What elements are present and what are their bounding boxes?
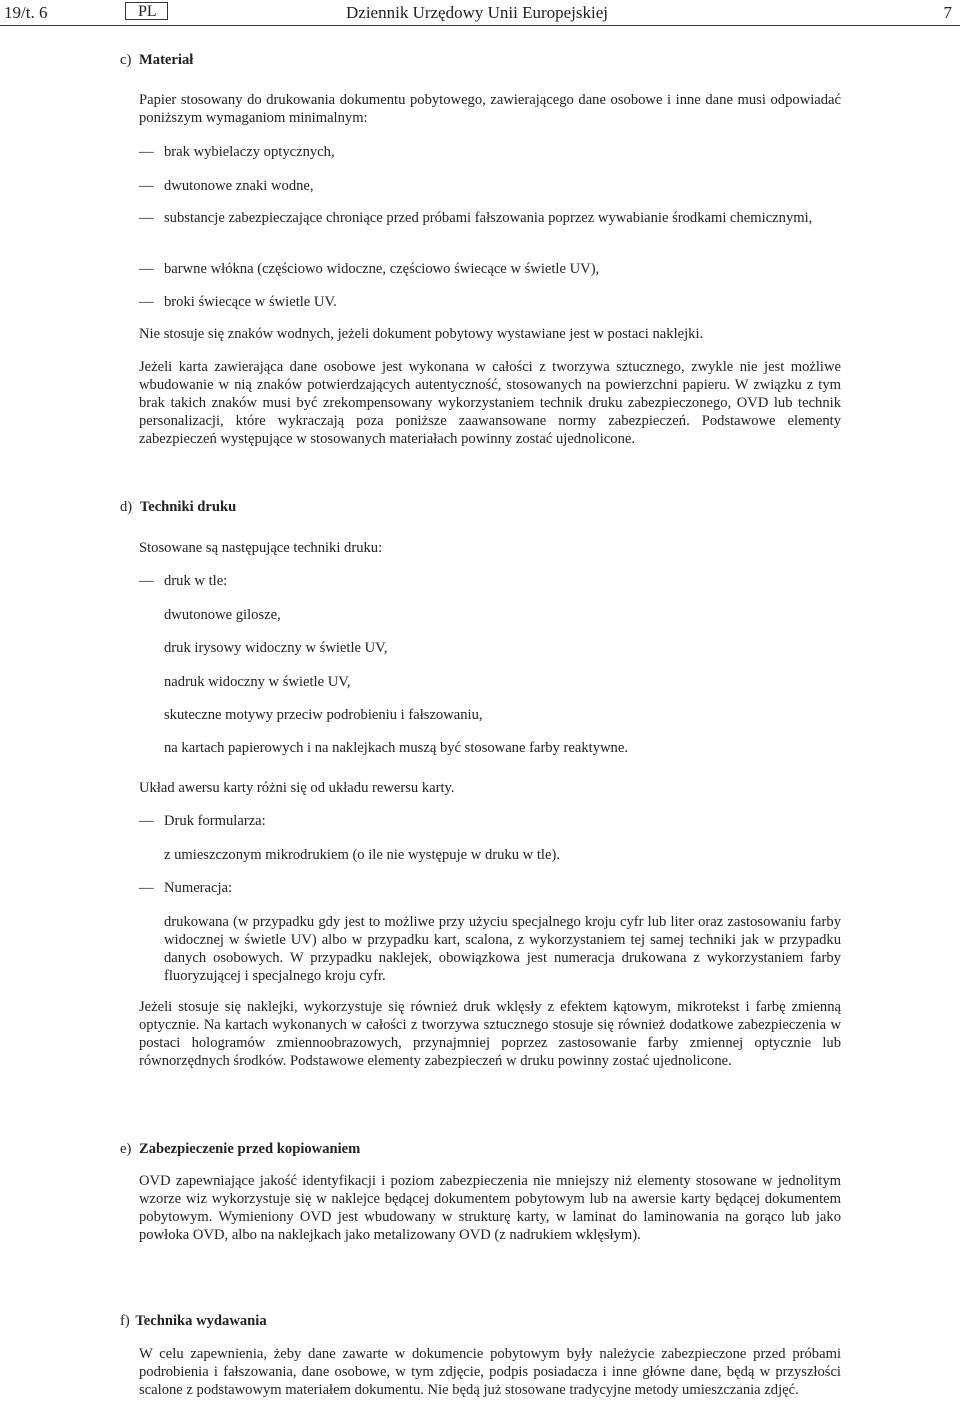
dash-marker: — (139, 813, 154, 829)
bg-label: druk w tle: (164, 573, 228, 589)
list-item: barwne włókna (częściowo widoczne, częściowo świecące w świetle UV), (164, 261, 600, 277)
form-text: z umieszczonym mikrodrukiem (o ile nie występuje w druku w tle). (164, 847, 560, 863)
list-item: dwutonowe znaki wodne, (164, 178, 314, 194)
list-item: broki świecące w świetle UV. (164, 294, 337, 310)
journal-title: Dziennik Urzędowy Unii Europejskiej (346, 3, 609, 22)
section-d-marker: d) (120, 499, 133, 515)
dash-marker: — (139, 144, 154, 160)
section-d-paragraph: Jeżeli stosuje się naklejki, wykorzystuje się również druk wklęsły z efektem kątowym, mikrotekst i farbę zmienną optycznie. Na kartach wykonanych w całości z tworzywa sztucznego stosuje się również dodatkowe zabezpieczenia w postaci hologramów zmiennoobrazowych, przynajmniej poprzez zastosowanie farby zmiennej optycznie lub równorzędnych środków. Podstawowe elementy zabezpieczeń w druku powinny zostać ujednolicone. (139, 999, 841, 1069)
list-item: brak wybielaczy optycznych, (164, 144, 335, 160)
section-c-note: Nie stosuje się znaków wodnych, jeżeli dokument pobytowy wystawiane jest w postaci naklejki. (139, 326, 704, 342)
form-label: Druk formularza: (164, 813, 266, 829)
list-item: druk irysowy widoczny w świetle UV, (164, 640, 388, 656)
section-e-paragraph: OVD zapewniające jakość identyfikacji i poziom zabezpieczenia nie mniejszy niż elementy stosowane w jednolitym wzorze wiz wykorzystuje się w naklejce będącej dokumentem pobytowym lub na awersie karty będącej dokumentem pobytowym. Wymieniony OVD jest wbudowany w strukturę karty, w laminat do laminowania na gorąco lub jako powłoka OVD, albo na naklejkach jako metalizowany OVD (z nadrukiem wklęsłym). (139, 1173, 841, 1243)
section-f-marker: f) (120, 1313, 130, 1329)
list-item: na kartach papierowych i na naklejkach muszą być stosowane farby reaktywne. (164, 740, 628, 756)
section-d-intro: Stosowane są następujące techniki druku: (139, 540, 383, 556)
section-d-heading (120, 498, 236, 516)
language-box: PL (125, 2, 168, 20)
section-d-title: Techniki druku (139, 499, 237, 515)
list-item: skuteczne motywy przeciw podrobieniu i fałszowaniu, (164, 707, 483, 723)
section-f-title: Technika wydawania (135, 1313, 267, 1329)
page-reference: 19/t. 6 (4, 3, 48, 22)
page-header (0, 0, 960, 26)
dash-marker: — (139, 178, 154, 194)
numbering-label: Numeracja: (164, 880, 233, 896)
section-e-title: Zabezpieczenie przed kopiowaniem (139, 1141, 361, 1157)
section-e-marker: e) (120, 1141, 132, 1157)
layout-note: Układ awersu karty różni się od układu rewersu karty. (139, 780, 455, 796)
dash-marker: — (139, 573, 154, 589)
section-c-title: Materiał (139, 52, 194, 68)
section-c-marker: c) (120, 52, 132, 68)
dash-marker: — (139, 880, 154, 896)
dash-marker: — (139, 261, 154, 277)
section-c-heading (120, 51, 193, 69)
list-item: substancje zabezpieczające chroniące przed próbami fałszowania poprzez wywabianie środkami chemicznymi, (164, 210, 813, 226)
dash-marker: — (139, 294, 154, 310)
section-c-paragraph: Jeżeli karta zawierająca dane osobowe jest wykonana w całości z tworzywa sztucznego, zwykle nie jest możliwe wbudowanie w nią znaków potwierdzających autentyczność, stosowanych na powierzchni papieru. W związku z tym brak takich znaków musi być zrekompensowany wykorzystaniem technik druku zabezpieczonego, OVD lub technik personalizacji, które wykraczają poza poniższe zaawansowane normy zabezpieczeń. Podstawowe elementy zabezpieczeń występujące w stosowanych materiałach powinny zostać ujednolicone. (139, 359, 841, 447)
list-item: dwutonowe gilosze, (164, 607, 281, 623)
section-f-heading (120, 1312, 267, 1330)
numbering-text: drukowana (w przypadku gdy jest to możliwe przy użyciu specjalnego kroju cyfr lub liter oraz zastosowaniu farby widocznej w świetle UV) albo w przypadku kart, scalona, z wykorzystaniem tej samej techniki jak w przypadku danych osobowych. W przypadku naklejek, obowiązkowa jest numeracja drukowana z wykorzystaniem farby fluoryzującej i specjalnego kroju cyfr. (164, 914, 841, 984)
list-item: nadruk widoczny w świetle UV, (164, 674, 351, 690)
page-number: 7 (943, 3, 952, 22)
section-e-heading (120, 1140, 360, 1158)
section-c-intro: Papier stosowany do drukowania dokumentu pobytowego, zawierającego dane osobowe i inne dane musi odpowiadać poniższym wymaganiom minimalnym: (139, 92, 841, 126)
section-f-paragraph: W celu zapewnienia, żeby dane zawarte w dokumencie pobytowym były należycie zabezpieczone przed próbami podrobienia i fałszowania, dane osobowe, w tym zdjęcie, podpis posiadacza i inne główne dane, będą w przyszłości scalone z podstawowym materiałem dokumentu. Nie będą już stosowane tradycyjne metody umieszczania zdjęć. (139, 1346, 841, 1398)
dash-marker: — (139, 210, 154, 226)
